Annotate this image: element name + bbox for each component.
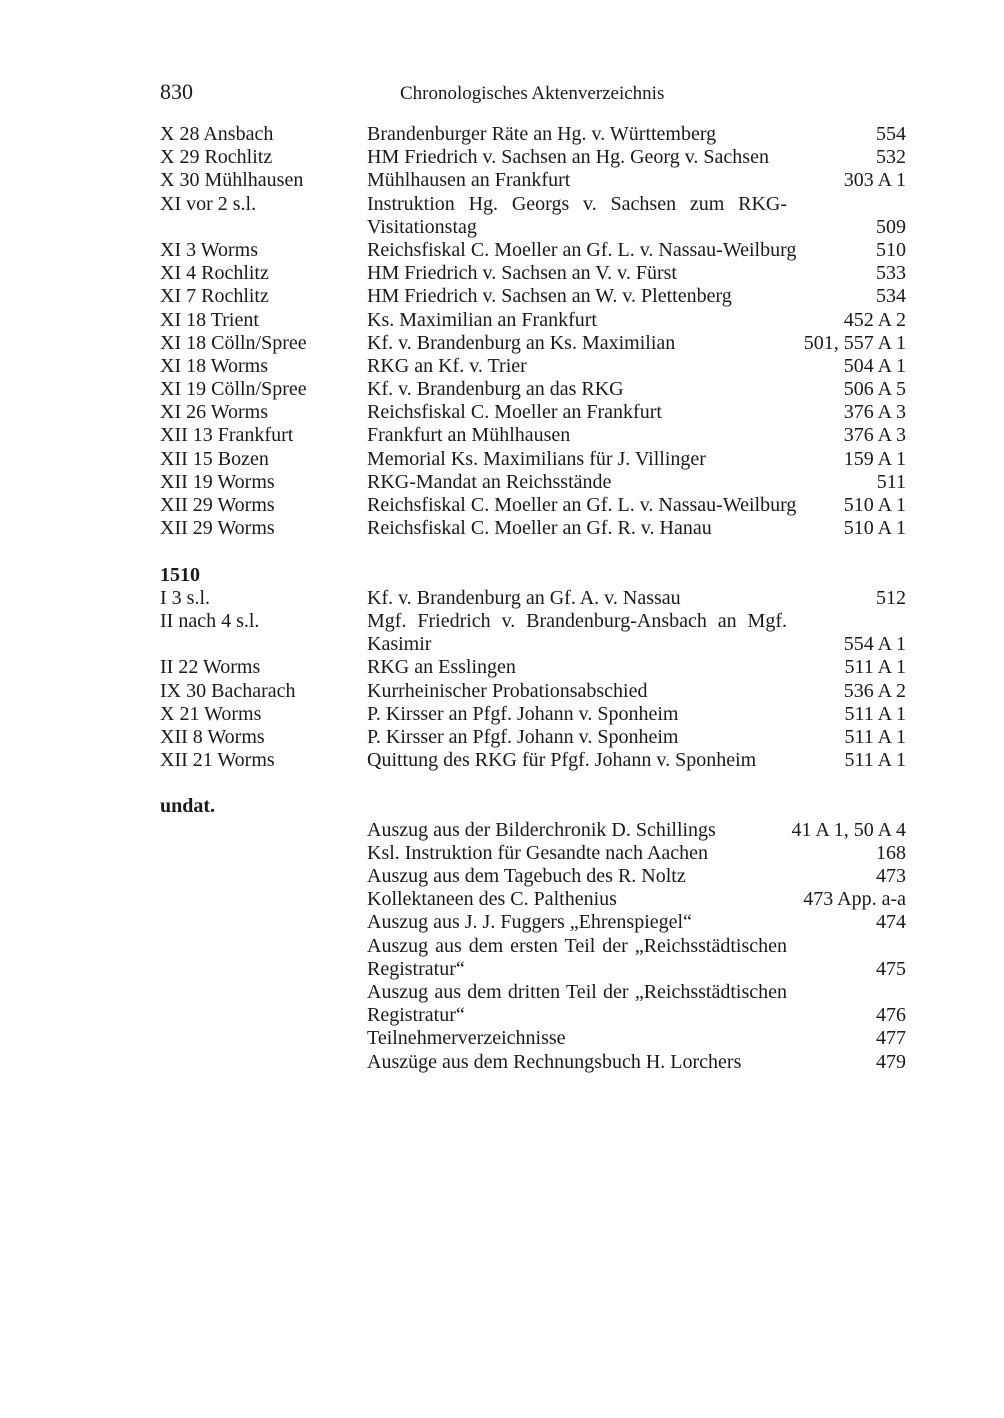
entry-page-reference: 475 xyxy=(876,957,906,980)
running-title: Chronologisches Aktenverzeichnis xyxy=(400,83,665,104)
entry-date: XII 13 Frankfurt xyxy=(160,424,294,447)
entry-description: Frankfurt an Mühlhausen xyxy=(367,424,571,447)
entry-description: Memorial Ks. Maximilians für J. Villinger xyxy=(367,447,706,470)
entry-page-reference: 509 xyxy=(876,215,906,238)
entry-page-reference: 452 A 2 xyxy=(843,308,906,331)
list-item xyxy=(160,935,906,981)
entry-date: XI 3 Worms xyxy=(160,238,259,261)
entry-page-reference: 534 xyxy=(876,285,906,308)
entry-page-reference: 511 A 1 xyxy=(844,749,906,772)
list-item xyxy=(160,842,906,865)
entry-date: XII 29 Worms xyxy=(160,494,275,517)
entry-page-reference: 533 xyxy=(876,262,906,285)
entry-description: Mühlhausen an Frankfurt xyxy=(367,169,571,192)
entry-page-reference: 168 xyxy=(876,841,906,864)
entry-page-reference: 476 xyxy=(876,1004,906,1027)
entry-date: XI 7 Rochlitz xyxy=(160,285,269,308)
entry-page-reference: 474 xyxy=(876,911,906,934)
entry-description: Reichsfiskal C. Moeller an Gf. L. v. Nassau-Weilburg xyxy=(367,238,797,261)
entry-date: XII 8 Worms xyxy=(160,725,265,748)
entry-date: XI 26 Worms xyxy=(160,401,269,424)
list-item xyxy=(160,448,906,471)
entry-description: Auszüge aus dem Rechnungsbuch H. Lorchers xyxy=(367,1050,742,1073)
list-item xyxy=(160,587,906,610)
list-item xyxy=(160,865,906,888)
entry-page-reference: 554 A 1 xyxy=(843,633,906,656)
list-item xyxy=(160,517,906,540)
entry-date: X 30 Mühlhausen xyxy=(160,169,304,192)
entry-date: XI 18 Cölln/Spree xyxy=(160,331,307,354)
entry-description: HM Friedrich v. Sachsen an V. v. Fürst xyxy=(367,262,677,285)
list-item xyxy=(160,424,906,447)
list-item xyxy=(160,680,906,703)
entry-page-reference: 532 xyxy=(876,146,906,169)
list-item xyxy=(160,1051,906,1074)
entry-date: XII 19 Worms xyxy=(160,470,275,493)
entry-description: Auszug aus dem Tagebuch des R. Noltz xyxy=(367,865,686,888)
entry-date: II nach 4 s.l. xyxy=(160,609,260,632)
entry-description: RKG an Esslingen xyxy=(367,656,516,679)
list-item xyxy=(160,146,906,169)
entry-page-reference: 376 A 3 xyxy=(843,424,906,447)
entry-page-reference: 511 A 1 xyxy=(844,702,906,725)
page-header xyxy=(160,78,906,108)
entry-page-reference: 511 A 1 xyxy=(844,656,906,679)
list-item xyxy=(160,911,906,934)
entry-page-reference: 510 xyxy=(876,238,906,261)
entry-date: XII 15 Bozen xyxy=(160,447,269,470)
entry-page-reference: 41 A 1, 50 A 4 xyxy=(791,818,906,841)
list-item xyxy=(160,656,906,679)
entry-page-reference: 504 A 1 xyxy=(843,354,906,377)
list-item xyxy=(160,494,906,517)
list-item xyxy=(160,703,906,726)
entry-page-reference: 479 xyxy=(876,1050,906,1073)
entry-description: Auszug aus J. J. Fuggers „Ehrenspiegel“ xyxy=(367,911,692,934)
entry-description: P. Kirsser an Pfgf. Johann v. Sponheim xyxy=(367,702,679,725)
list-item xyxy=(160,981,906,1027)
list-item xyxy=(160,309,906,332)
entry-page-reference: 159 A 1 xyxy=(843,447,906,470)
entry-date: XI 18 Trient xyxy=(160,308,259,331)
entry-description: Auszug aus der Bilderchronik D. Schillings xyxy=(367,818,716,841)
list-item xyxy=(160,749,906,772)
entry-description: RKG an Kf. v. Trier xyxy=(367,354,527,377)
list-item xyxy=(160,726,906,749)
list-item xyxy=(160,355,906,378)
entry-date: XI 18 Worms xyxy=(160,354,269,377)
entry-date: IX 30 Bacharach xyxy=(160,679,296,702)
entry-description: Reichsfiskal C. Moeller an Gf. R. v. Hanau xyxy=(367,517,712,540)
list-item xyxy=(160,610,906,656)
entry-date: I 3 s.l. xyxy=(160,586,210,609)
entry-description: Auszug aus dem ersten Teil der „Reichsstädtischen Registratur“ xyxy=(367,934,787,980)
page-number: 830 xyxy=(160,79,193,104)
entry-date: XII 21 Worms xyxy=(160,749,275,772)
entry-description: Reichsfiskal C. Moeller an Gf. L. v. Nassau-Weilburg xyxy=(367,494,797,517)
chronological-listing xyxy=(160,123,906,1074)
entry-date: X 21 Worms xyxy=(160,702,262,725)
entry-page-reference: 473 App. a-a xyxy=(803,888,906,911)
entry-date: XI vor 2 s.l. xyxy=(160,192,257,215)
entry-page-reference: 473 xyxy=(876,865,906,888)
year-heading: undat. xyxy=(160,795,216,818)
entry-page-reference: 303 A 1 xyxy=(843,169,906,192)
entry-page-reference: 510 A 1 xyxy=(843,517,906,540)
list-item xyxy=(160,239,906,262)
entry-description: HM Friedrich v. Sachsen an W. v. Plettenberg xyxy=(367,285,732,308)
entry-description: Teilnehmerverzeichnisse xyxy=(367,1027,566,1050)
list-item xyxy=(160,169,906,192)
entry-date: XII 29 Worms xyxy=(160,517,275,540)
list-item xyxy=(160,285,906,308)
list-item xyxy=(160,401,906,424)
section-spacer xyxy=(160,540,906,563)
list-item xyxy=(160,378,906,401)
entry-description: Ksl. Instruktion für Gesandte nach Aachen xyxy=(367,841,709,864)
entry-page-reference: 501, 557 A 1 xyxy=(803,331,906,354)
entry-description: Kurrheinischer Probationsabschied xyxy=(367,679,648,702)
entry-description: Kf. v. Brandenburg an Gf. A. v. Nassau xyxy=(367,586,681,609)
entry-page-reference: 554 xyxy=(876,122,906,145)
entry-date: X 28 Ansbach xyxy=(160,123,274,145)
entry-description: Reichsfiskal C. Moeller an Frankfurt xyxy=(367,401,662,424)
entry-page-reference: 376 A 3 xyxy=(843,401,906,424)
entry-description: HM Friedrich v. Sachsen an Hg. Georg v. Sachsen xyxy=(367,146,769,169)
entry-date: II 22 Worms xyxy=(160,656,261,679)
entry-page-reference: 511 A 1 xyxy=(844,725,906,748)
entry-page-reference: 477 xyxy=(876,1027,906,1050)
entry-date: XI 19 Cölln/Spree xyxy=(160,378,307,401)
entry-description: Auszug aus dem dritten Teil der „Reichsstädtischen Registratur“ xyxy=(367,980,787,1027)
entry-description: Kf. v. Brandenburg an Ks. Maximilian xyxy=(367,331,676,354)
entry-description: Instruktion Hg. Georgs v. Sachsen zum RKG-Visitationstag xyxy=(367,192,787,238)
list-item xyxy=(160,1027,906,1050)
entry-description: P. Kirsser an Pfgf. Johann v. Sponheim xyxy=(367,725,679,748)
list-item xyxy=(160,262,906,285)
entry-page-reference: 506 A 5 xyxy=(843,378,906,401)
entry-description: Kf. v. Brandenburg an das RKG xyxy=(367,378,624,401)
entry-description: Ks. Maximilian an Frankfurt xyxy=(367,308,597,331)
list-item xyxy=(160,193,906,239)
list-item xyxy=(160,123,906,146)
entry-description: Quittung des RKG für Pfgf. Johann v. Sponheim xyxy=(367,749,757,772)
entry-description: RKG-Mandat an Reichsstände xyxy=(367,470,612,493)
entry-page-reference: 512 xyxy=(876,586,906,609)
list-item xyxy=(160,471,906,494)
entry-description: Kollektaneen des C. Palthenius xyxy=(367,888,617,911)
section-spacer xyxy=(160,772,906,795)
entry-description: Mgf. Friedrich v. Brandenburg-Ansbach an Mgf. Kasimir xyxy=(367,609,787,656)
list-item xyxy=(160,888,906,911)
entry-date: XI 4 Rochlitz xyxy=(160,262,269,285)
year-heading: 1510 xyxy=(160,563,200,586)
list-item xyxy=(160,332,906,355)
list-item xyxy=(160,819,906,842)
entry-page-reference: 511 xyxy=(876,470,906,493)
entry-page-reference: 510 A 1 xyxy=(843,494,906,516)
entry-page-reference: 536 A 2 xyxy=(843,679,906,702)
entry-date: X 29 Rochlitz xyxy=(160,146,273,169)
entry-description: Brandenburger Räte an Hg. v. Württemberg xyxy=(367,123,717,145)
